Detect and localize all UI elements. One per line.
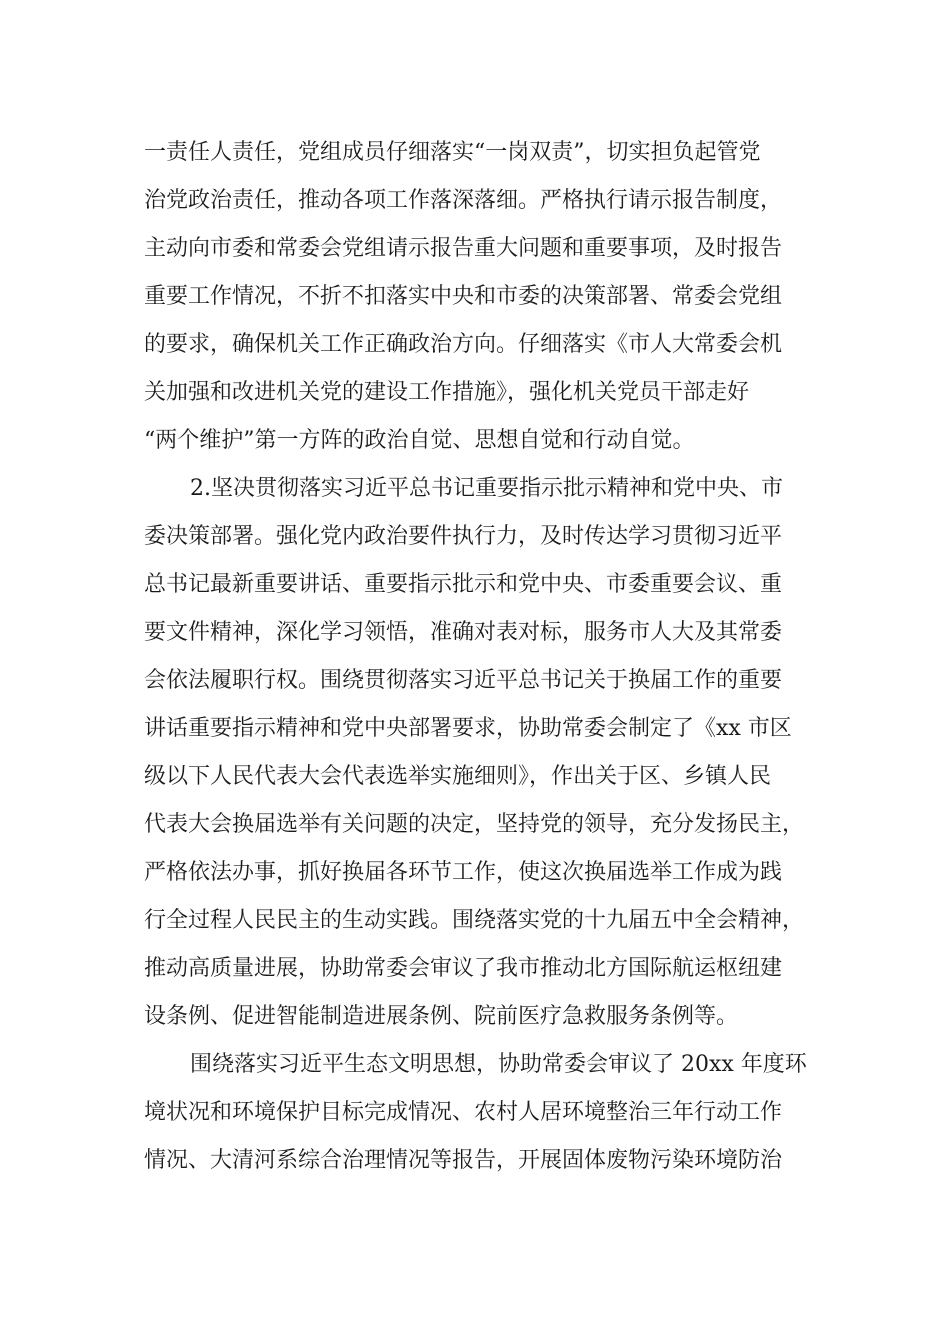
text-line-12: 会依法履职行权。围绕贯彻落实习近平总书记关于换届工作的重要 xyxy=(144,668,783,693)
text-line-2: 治党政治责任，推动各项工作落深落细。严格执行请示报告制度， xyxy=(144,188,783,213)
text-line-6: 关加强和改进机关党的建设工作措施》，强化机关党员干部走好 xyxy=(144,380,750,405)
text-line-11: 要文件精神，深化学习领悟，准确对表对标，服务市人大及其常委 xyxy=(144,620,783,645)
text-line-18: 推动高质量进展，协助常委会审议了我市推动北方国际航运枢纽建 xyxy=(144,956,783,981)
text-line-4: 重要工作情况，不折不扣落实中央和市委的决策部署、常委会党组 xyxy=(144,284,783,309)
text-line-5: 的要求，确保机关工作正确政治方向。仔细落实《市人大常委会机 xyxy=(144,332,783,357)
text-line-19: 设条例、促进智能制造进展条例、院前医疗急救服务条例等。 xyxy=(144,1004,739,1029)
text-line-14: 级以下人民代表大会代表选举实施细则》，作出关于区、乡镇人民 xyxy=(144,764,772,789)
text-line-1: 一责任人责任，党组成员仔细落实“一岗双责”，切实担负起管党 xyxy=(144,140,761,165)
text-line-15: 代表大会换届选举有关问题的决定，坚持党的领导，充分发扬民主， xyxy=(144,812,805,837)
text-line-7: “两个维护”第一方阵的政治自觉、思想自觉和行动自觉。 xyxy=(144,428,695,453)
text-line-13: 讲话重要指示精神和党中央部署要求，协助常委会制定了《xx 市区 xyxy=(144,716,792,741)
text-line-10: 总书记最新重要讲话、重要指示批示和党中央、市委重要会议、重 xyxy=(144,572,783,597)
text-line-22: 情况、大清河系综合治理情况等报告，开展固体废物污染环境防治 xyxy=(144,1148,783,1173)
text-line-3: 主动向市委和常委会党组请示报告重大问题和重要事项，及时报告 xyxy=(144,236,783,261)
text-line-21: 境状况和环境保护目标完成情况、农村人居环境整治三年行动工作 xyxy=(144,1100,783,1125)
text-line-8: 2.坚决贯彻落实习近平总书记重要指示批示精神和党中央、市 xyxy=(190,476,783,501)
text-line-20: 围绕落实习近平生态文明思想，协助常委会审议了 20xx 年度环 xyxy=(190,1052,807,1077)
text-line-17: 行全过程人民民主的生动实践。围绕落实党的十九届五中全会精神， xyxy=(144,908,805,933)
text-line-9: 委决策部署。强化党内政治要件执行力，及时传达学习贯彻习近平 xyxy=(144,524,783,549)
text-line-16: 严格依法办事，抓好换届各环节工作，使这次换届选举工作成为践 xyxy=(144,860,783,885)
